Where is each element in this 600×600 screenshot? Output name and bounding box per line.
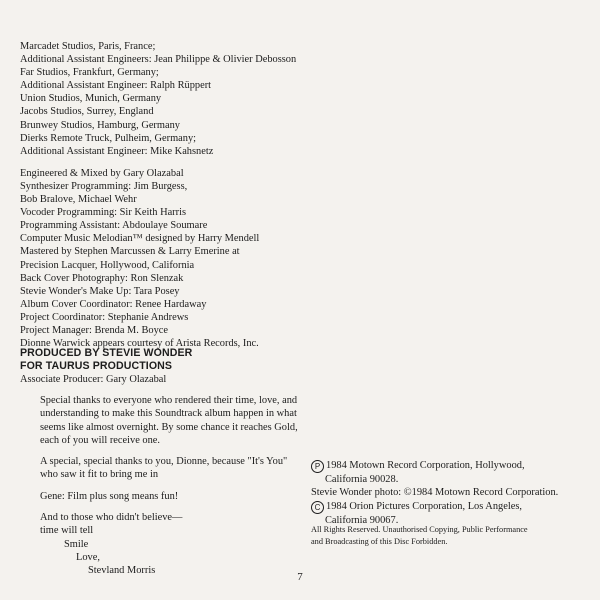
thanks-line: understanding to make this Soundtrack album happen in what (40, 408, 297, 420)
thanks-line: seems like almost overnight. By some chance it reaches Gold, (40, 421, 298, 433)
thanks-paragraph: Gene: Film plus song means fun! (40, 490, 179, 502)
credit-line: Union Studios, Munich, Germany (20, 93, 162, 105)
copyright-icon: C (311, 501, 324, 514)
studio-credits (20, 40, 310, 350)
credit-line: Precision Lacquer, Hollywood, California (20, 259, 195, 271)
credit-line: Marcadet Studios, Paris, France; (20, 41, 156, 52)
thanks-paragraph (40, 455, 302, 482)
copyright-text: 1984 Motown Record Corporation, Hollywood, (326, 460, 525, 471)
credit-line: Mastered by Stephen Marcussen & Larry Emerine at (20, 246, 240, 258)
credit-line: Project Coordinator: Stephanie Andrews (20, 311, 189, 323)
thanks-message (40, 394, 302, 578)
copyright-notice (311, 459, 591, 527)
thanks-line: A special, special thanks to you, Dionne, because "It's You" (40, 456, 288, 468)
credit-line: Additional Assistant Engineer: Mike Kahsnetz (20, 145, 214, 157)
copyright-text: 1984 Orion Pictures Corporation, Los Angeles, (326, 500, 522, 512)
rights-notice (311, 524, 591, 549)
associate-producer: Associate Producer: Gary Olazabal (20, 374, 167, 386)
producer-heading: PRODUCED BY STEVIE WONDER (20, 347, 193, 359)
credit-line: Jacobs Studios, Surrey, England (20, 106, 154, 118)
credit-line: Additional Assistant Engineers: Jean Philippe & Olivier Debosson (20, 54, 297, 66)
credit-line: Computer Music Melodian™ designed by Harry Mendell (20, 233, 260, 245)
producer-heading-2: FOR TAURUS PRODUCTIONS (20, 360, 173, 373)
thanks-paragraph (40, 394, 302, 447)
credit-line: Additional Assistant Engineer: Ralph Rüppert (20, 80, 212, 92)
closing-smile: Smile (64, 538, 89, 550)
rights-line: and Broadcasting of this Disc Forbidden. (311, 537, 448, 547)
copyright-line: Stevie Wonder photo: ©1984 Motown Record Corporation. (311, 487, 559, 499)
credit-line: Back Cover Photography: Ron Slenzak (20, 272, 184, 284)
thanks-line: And to those who didn't believe— (40, 512, 183, 524)
credit-line: Engineered & Mixed by Gary Olazabal (20, 167, 184, 179)
copyright-line: California 90028. (325, 474, 399, 485)
thanks-line: who saw it fit to bring me in (40, 469, 159, 481)
signature: Stevland Morris (88, 565, 156, 577)
copyright-line (311, 500, 591, 514)
credit-line: Dierks Remote Truck, Pulheim, Germany; (20, 132, 197, 144)
spacer (20, 158, 310, 167)
copyright-line: California 90067. (325, 514, 399, 526)
phonogram-icon: P (311, 460, 324, 473)
credit-line: Stevie Wonder's Make Up: Tara Posey (20, 285, 180, 297)
rights-line: All Rights Reserved. Unauthorised Copying, Public Performance (311, 525, 528, 534)
copyright-line (311, 459, 591, 473)
credit-line: Dionne Warwick appears courtesy of Arista Records, Inc. (20, 338, 259, 350)
credit-line: Synthesizer Programming: Jim Burgess, (20, 180, 188, 192)
thanks-line: Special thanks to everyone who rendered their time, love, and (40, 395, 298, 406)
page-number: 7 (297, 571, 303, 583)
thanks-line: each of you will receive one. (40, 434, 161, 446)
credit-line: Programming Assistant: Abdoulaye Soumare (20, 220, 208, 232)
credit-line: Project Manager: Brenda M. Boyce (20, 324, 169, 336)
credit-line: Vocoder Programming: Sir Keith Harris (20, 207, 187, 219)
thanks-line: time will tell (40, 525, 94, 537)
closing-love: Love, (76, 551, 100, 563)
credit-line: Brunwey Studios, Hamburg, Germany (20, 119, 180, 131)
thanks-paragraph (40, 511, 302, 577)
credit-line: Album Cover Coordinator: Renee Hardaway (20, 298, 207, 310)
credit-line: Bob Bralove, Michael Wehr (20, 194, 137, 206)
credit-line: Far Studios, Frankfurt, Germany; (20, 67, 159, 79)
producer-block (20, 347, 310, 386)
